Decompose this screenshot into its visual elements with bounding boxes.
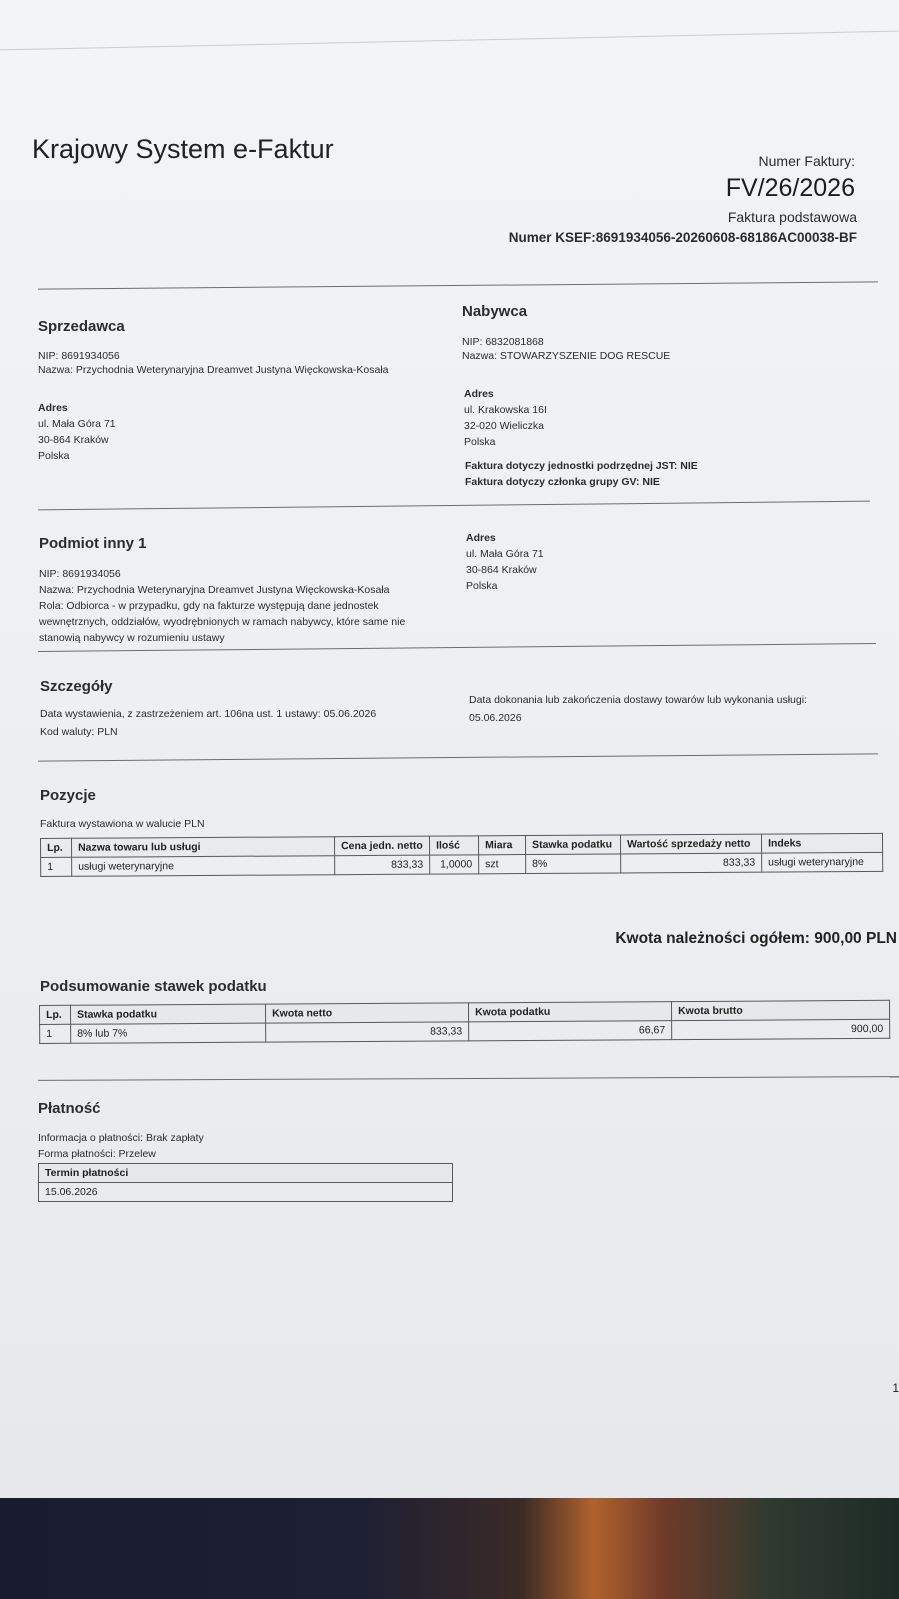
cell-name: usługi weterynaryjne [72,856,335,877]
buyer-nip: NIP: 6832081868 [462,336,544,348]
invoice-number-label: Numer Faktury: [758,153,855,169]
top-edge-line [0,31,899,51]
other-entity-address-label: Adres [466,532,496,544]
seller-street: ul. Mała Góra 71 [38,418,116,430]
tax-cell-tax: 66,67 [469,1021,672,1041]
other-entity-name: Nazwa: Przychodnia Weterynaryjna Dreamvet Justyna Więckowska-Kosała [39,584,390,596]
tax-col-lp: Lp. [40,1005,71,1024]
buyer-city: 32-020 Wieliczka [464,420,544,432]
invoice-type: Faktura podstawowa [727,209,857,225]
buyer-jst-flag: Faktura dotyczy jednostki podrzędnej JST: NIE [465,460,698,472]
issue-date: Data wystawienia, z zastrzeżeniem art. 106na ust. 1 ustawy: 05.06.2026 [40,708,377,720]
tax-summary-table [39,1000,890,1044]
col-index: Indeks [761,833,882,853]
seller-section-title: Sprzedawca [38,318,125,335]
buyer-address-label: Adres [464,388,494,400]
buyer-street: ul. Krakowska 16I [464,404,547,416]
col-net-value: Wartość sprzedaży netto [620,834,761,854]
delivery-date: 05.06.2026 [469,712,522,724]
delivery-date-label: Data dokonania lub zakończenia dostawy towarów lub wykonania usługi: [469,694,807,706]
payment-form: Forma płatności: Przelew [38,1148,156,1160]
divider-header [38,281,878,289]
seller-name: Nazwa: Przychodnia Weterynaryjna Dreamvet Justyna Więckowska-Kosała [38,364,389,376]
tax-col-rate: Stawka podatku [71,1004,266,1024]
col-name: Nazwa towaru lub usługi [72,837,335,858]
page-number: 1 [892,1381,899,1395]
payment-term-header-row [39,1164,453,1183]
cell-unit-price: 833,33 [335,855,430,875]
other-entity-country: Polska [466,580,498,592]
tax-cell-rate: 8% lub 7% [71,1023,266,1043]
payment-section-title: Płatność [38,1100,101,1117]
cell-tax-rate: 8% [526,854,621,874]
payment-info: Informacja o płatności: Brak zapłaty [38,1132,204,1144]
system-title: Krajowy System e-Faktur [32,134,334,164]
col-unit: Miara [478,836,525,855]
ksef-number: Numer KSEF:8691934056-20260608-68186AC00038-BF [508,230,857,245]
tax-cell-lp: 1 [40,1024,71,1043]
other-entity-street: ul. Mała Góra 71 [466,548,544,560]
tax-cell-gross: 900,00 [672,1019,890,1039]
seller-address-label: Adres [38,402,68,414]
seller-city: 30-864 Kraków [38,434,109,446]
buyer-gv-flag: Faktura dotyczy członka grupy GV: NIE [465,476,660,488]
cell-index: usługi weterynaryjne [762,852,883,872]
other-entity-section-title: Podmiot inny 1 [39,535,147,552]
positions-section-title: Pozycje [40,787,96,804]
tax-cell-net: 833,33 [266,1022,469,1042]
seller-country: Polska [38,450,70,462]
divider-tax-summary [38,1076,899,1081]
cell-net-value: 833,33 [621,853,762,873]
buyer-name: Nazwa: STOWARZYSZENIE DOG RESCUE [462,350,671,362]
other-entity-role-2: wewnętrznych, oddziałów, wyodrębnionych w ramach nabywcy, które same nie [39,616,406,628]
col-tax-rate: Stawka podatku [525,835,620,855]
col-quantity: Ilość [429,836,478,855]
other-entity-role-3: stanowią nabywcy w rozumieniu ustawy [39,632,225,644]
currency-code: Kod waluty: PLN [40,726,118,738]
tax-col-gross: Kwota brutto [671,1000,889,1020]
other-entity-nip: NIP: 8691934056 [39,568,121,580]
details-section-title: Szczegóły [40,678,113,695]
table-row [41,852,883,876]
positions-table [40,833,883,877]
tax-summary-section-title: Podsumowanie stawek podatku [40,978,267,995]
col-unit-price: Cena jedn. netto [334,836,429,856]
cell-quantity: 1,0000 [430,855,479,874]
tax-col-tax: Kwota podatku [468,1002,671,1022]
payment-term-table [38,1163,453,1202]
tax-col-net: Kwota netto [265,1003,468,1023]
divider-details [38,753,878,761]
invoice-number: FV/26/2026 [725,174,855,202]
table-row [39,1183,453,1202]
seller-nip: NIP: 8691934056 [38,350,120,362]
buyer-country: Polska [464,436,496,448]
buyer-section-title: Nabywca [462,303,528,320]
col-lp: Lp. [41,838,72,857]
total-amount: Kwota należności ogółem: 900,00 PLN [615,930,897,947]
payment-term-header: Termin płatności [39,1164,453,1183]
payment-term-value: 15.06.2026 [39,1183,453,1202]
table-row [40,1019,890,1043]
cell-lp: 1 [41,857,72,876]
other-entity-city: 30-864 Kraków [466,564,537,576]
cell-unit: szt [479,855,526,874]
divider-parties [38,501,870,511]
other-entity-role-1: Rola: Odbiorca - w przypadku, gdy na fakturze występują dane jednostek [39,600,379,612]
background-surface [0,1498,899,1599]
positions-currency-note: Faktura wystawiona w walucie PLN [40,818,205,830]
